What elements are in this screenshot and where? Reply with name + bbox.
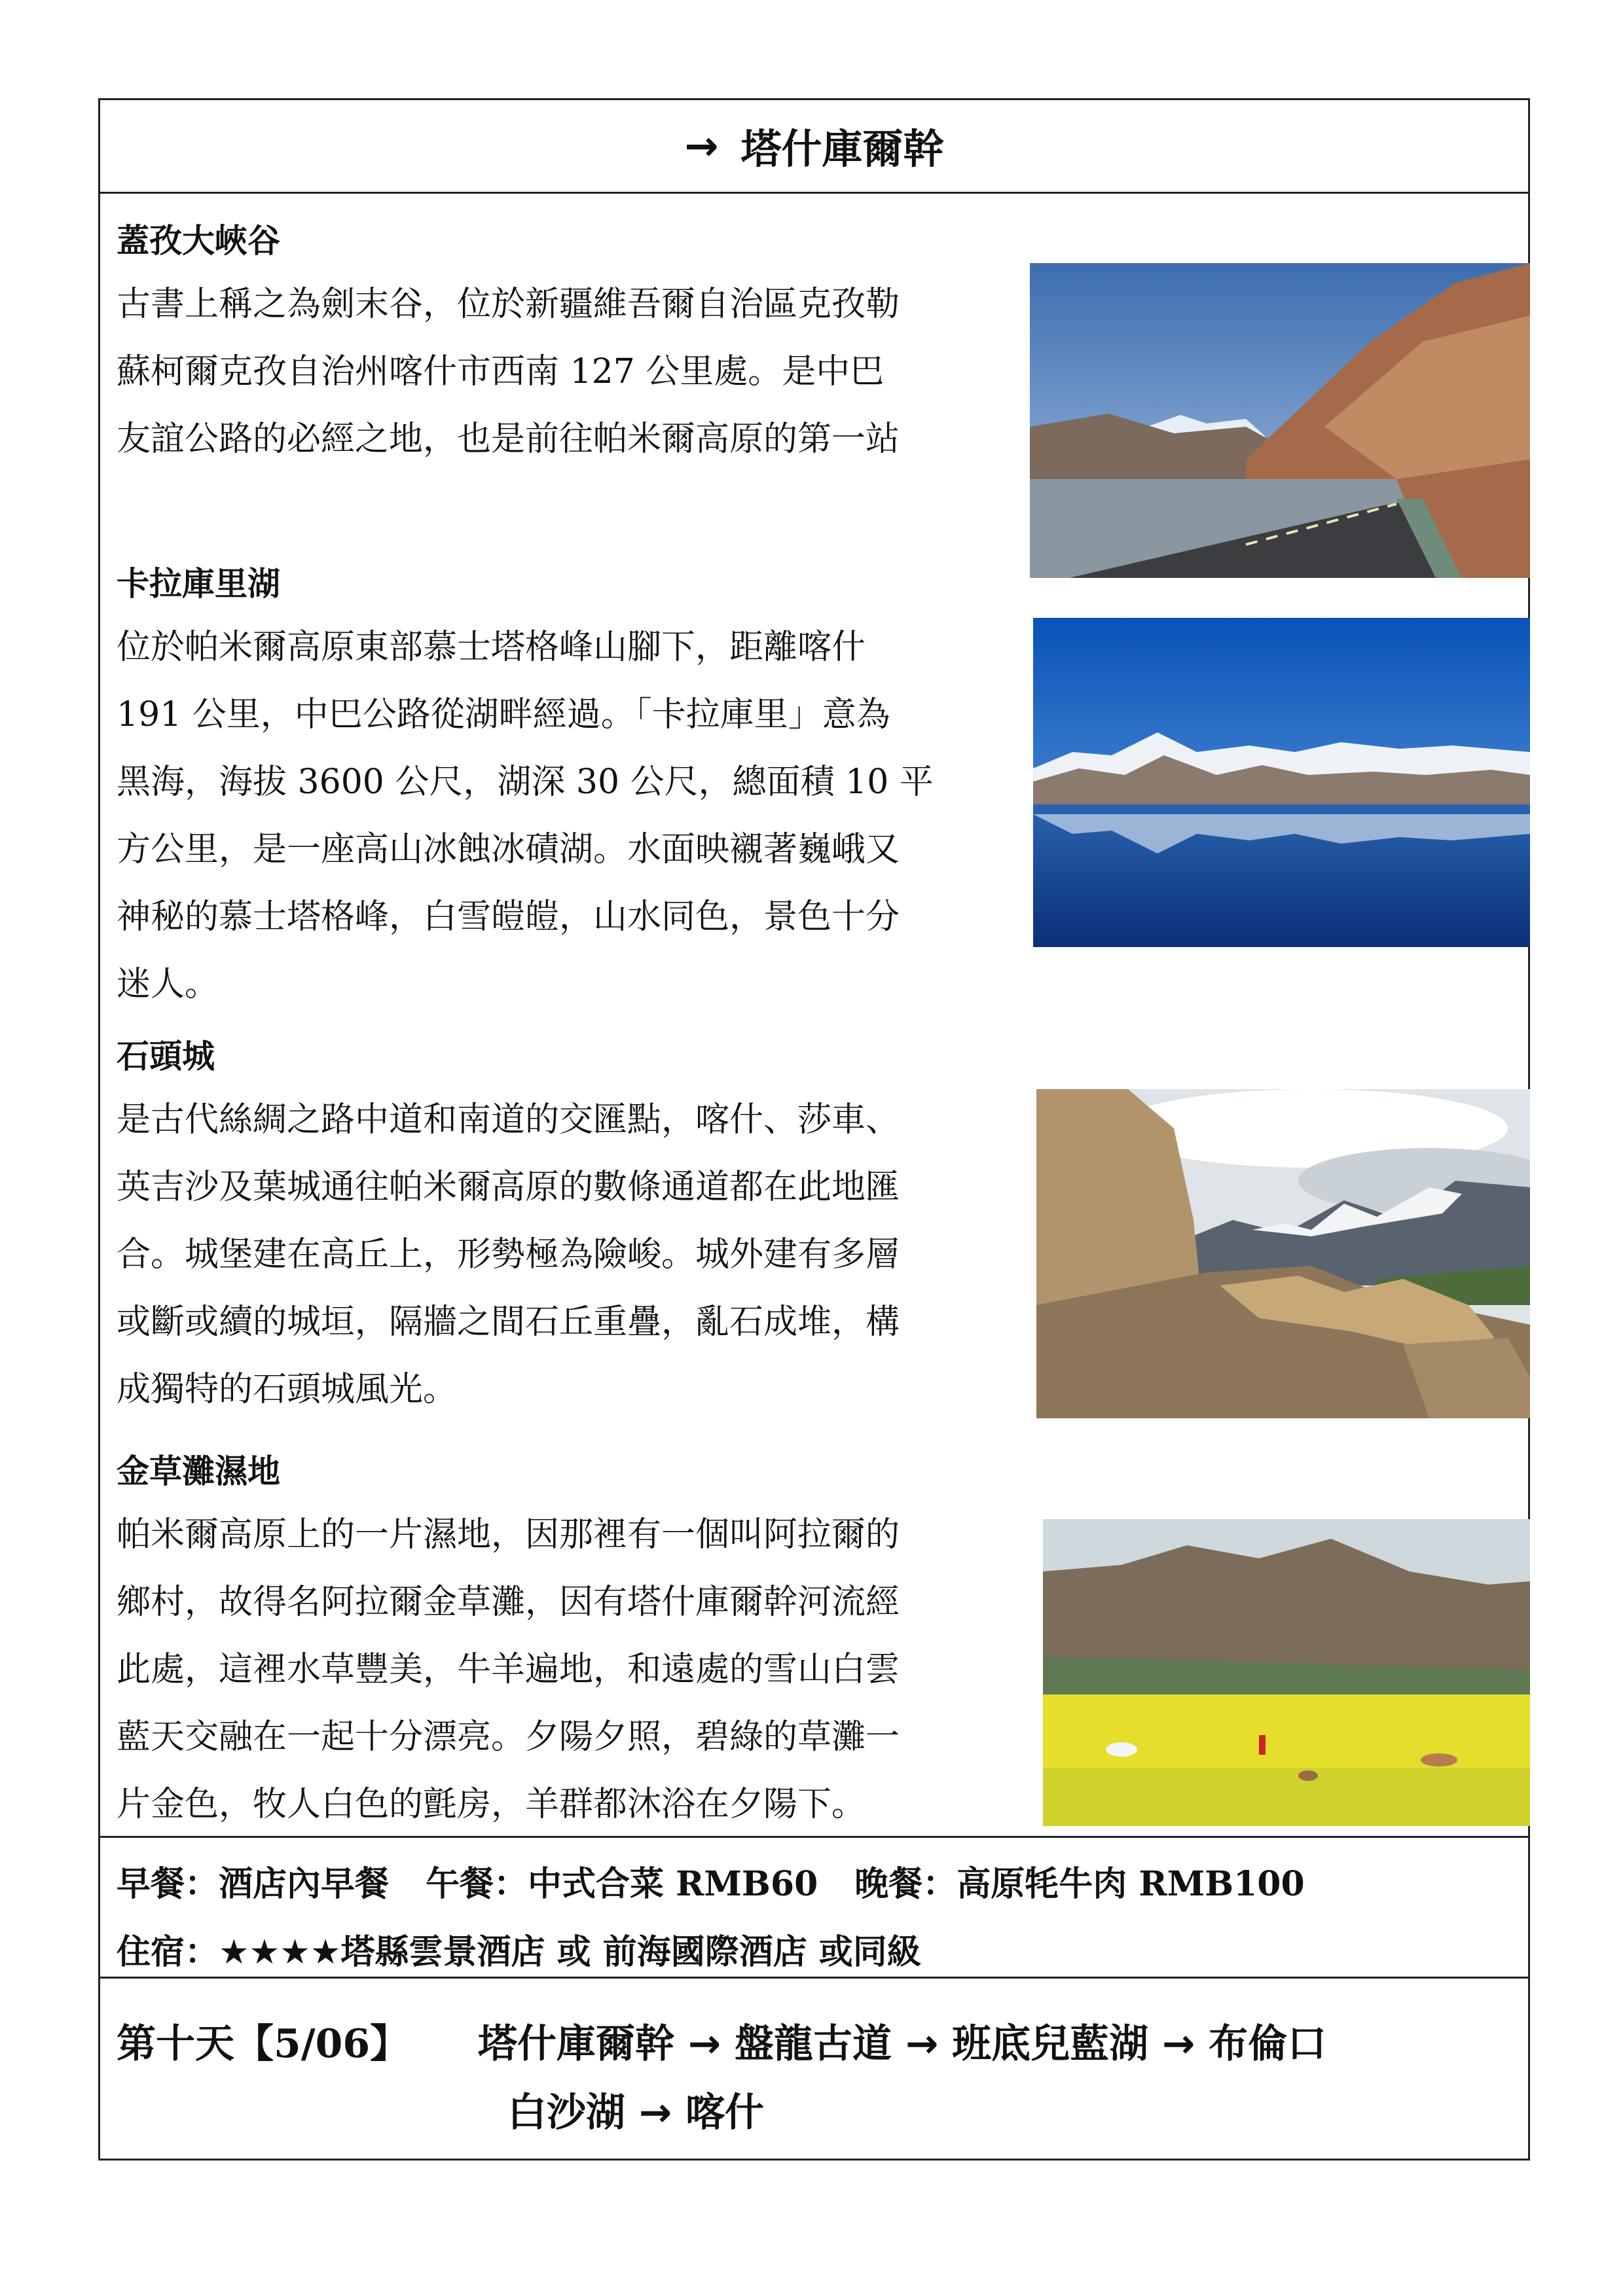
section-title: 蓋孜大峽谷 [117,222,280,260]
body-line: 友誼公路的必經之地，也是前往帕米爾高原的第一站 [117,420,900,459]
body-line: 是古代絲綢之路中道和南道的交匯點，喀什、莎車、 [117,1100,900,1139]
lodging-label: 住宿： [117,1933,219,1972]
body-line: 迷人。 [117,965,219,1004]
body-line: 成獨特的石頭城風光。 [117,1370,458,1409]
dinner-value: 高原牦牛肉 [957,1865,1139,1904]
section-body [117,271,1007,473]
body-line: 方公里，是一座高山冰蝕冰磧湖。水面映襯著巍峨又 [117,830,900,869]
section-body [117,1501,1007,1839]
star-rating-icon: ★★★★ [219,1933,341,1972]
breakfast-value: 酒店內早餐 [219,1865,390,1904]
day-label: 第十天【5/06】 [117,2021,410,2067]
lunch-price: RMB60 [676,1864,818,1904]
body-line: 英吉沙及葉城通往帕米爾高原的數條通道都在此地匯 [117,1168,900,1207]
stone-city-photo [1036,1089,1530,1418]
breakfast-label: 早餐： [117,1865,219,1904]
lunch-label: 午餐： [426,1865,528,1904]
meals-line [117,1856,1305,1905]
destination-title: 塔什庫爾幹 [740,125,944,173]
route-line-2: 白沙湖 → 喀什 [507,2090,765,2136]
dinner-price: RMB100 [1139,1864,1305,1904]
section-body [117,1086,1007,1424]
day-date: 5/06 [274,2021,371,2067]
lunch-value: 中式合菜 [528,1865,676,1904]
body-line: 神秘的慕士塔格峰，白雪皚皚，山水同色，景色十分 [117,897,900,937]
divider [98,1977,1530,1979]
header-title [98,98,1530,193]
body-line: 或斷或續的城垣，隔牆之間石丘重疊，亂石成堆，構 [117,1302,900,1342]
body-line: 191 公里，中巴公路從湖畔經過。「卡拉庫里」意為 [117,695,890,734]
gaizi-canyon-photo [1030,263,1530,578]
dinner-label: 晚餐： [854,1865,957,1904]
lodging-hotels: 塔縣雲景酒店 或 前海國際酒店 或同級 [340,1933,921,1972]
body-line: 此處，這裡水草豐美，牛羊遍地，和遠處的雪山白雲 [117,1650,900,1689]
body-line: 鄉村，故得名阿拉爾金草灘，因有塔什庫爾幹河流經 [117,1583,900,1622]
section-title: 卡拉庫里湖 [117,565,280,603]
body-line: 藍天交融在一起十分漂亮。夕陽夕照，碧綠的草灘一 [117,1717,900,1757]
golden-grassland-photo [1043,1519,1530,1826]
arrow-icon: → [684,122,719,170]
body-line: 古書上稱之為劍末谷，位於新疆維吾爾自治區克孜勒 [117,285,900,324]
route-line-1: 塔什庫爾幹 → 盤龍古道 → 班底兒藍湖 → 布倫口 [478,2021,1327,2067]
body-line: 位於帕米爾高原東部慕士塔格峰山腳下，距離喀什 [117,628,866,667]
section-title: 金草灘濕地 [117,1452,280,1490]
body-line: 黑海，海拔 3600 公尺，湖深 30 公尺，總面積 10 平 [117,762,934,802]
section-title: 石頭城 [117,1037,215,1075]
lodging-line [117,1924,921,1973]
section-body [117,614,1007,1018]
body-line: 帕米爾高原上的一片濕地，因那裡有一個叫阿拉爾的 [117,1515,900,1554]
body-line: 片金色，牧人白色的氈房，羊群都沐浴在夕陽下。 [117,1785,866,1824]
karakul-lake-photo [1033,618,1530,947]
body-line: 蘇柯爾克孜自治州喀什市西南 127 公里處。是中巴 [117,352,884,391]
body-line: 合。城堡建在高丘上，形勢極為險峻。城外建有多層 [117,1235,900,1274]
